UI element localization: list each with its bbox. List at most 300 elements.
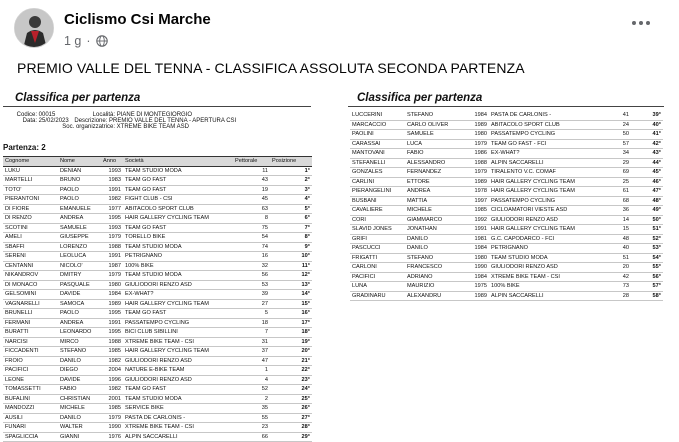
cell-posizione: 5° <box>270 204 312 214</box>
cell-societa: HAIR GALLERY CYCLING TEAM <box>489 187 601 197</box>
cell-nome: MICHELE <box>405 206 467 216</box>
cell-posizione: 26° <box>270 404 312 414</box>
cell-pettorale: 56 <box>233 271 270 281</box>
cell-cognome: FRIGATTI <box>350 253 405 263</box>
cell-anno: 1984 <box>467 272 489 282</box>
table-row <box>350 234 663 244</box>
table-row <box>3 394 312 404</box>
cell-nome: WALTER <box>58 423 101 433</box>
cell-anno: 1995 <box>101 328 123 338</box>
cell-societa: TEAM GO FAST <box>123 385 233 395</box>
table-row <box>3 299 312 309</box>
cell-pettorale: 19 <box>233 185 270 195</box>
cell-cognome: PIERANGELINI <box>350 187 405 197</box>
cell-cognome: MARTELLI <box>3 176 58 186</box>
cell-nome: DANILO <box>58 356 101 366</box>
cell-nome: ALEXANDRU <box>405 291 467 301</box>
cell-nome: MATTIA <box>405 196 467 206</box>
table-row <box>3 366 312 376</box>
cell-anno: 1997 <box>467 196 489 206</box>
table-row <box>3 423 312 433</box>
cell-anno: 1978 <box>467 187 489 197</box>
cell-nome: ANDREA <box>405 187 467 197</box>
cell-societa: PASSATEMPO CYCLING <box>489 130 601 140</box>
cell-nome: DIEGO <box>58 366 101 376</box>
cell-societa: PETRIGNANO <box>489 244 601 254</box>
cell-cognome: BUSBANI <box>350 196 405 206</box>
cell-anno: 1980 <box>101 280 123 290</box>
right-title-rule <box>348 106 664 107</box>
cell-posizione: 55° <box>631 263 663 273</box>
cell-anno: 1989 <box>467 291 489 301</box>
info-row-data: Data: 25/02/2023 Descrizione: PREMIO VALLE DEL TENNA - APERTURA CSI <box>22 118 237 124</box>
cell-cognome: AUSILI <box>3 413 58 423</box>
table-row <box>3 404 312 414</box>
cell-nome: ADRIANO <box>405 272 467 282</box>
cell-societa: SERVICE BIKE <box>123 404 233 414</box>
cell-pettorale: 31 <box>233 337 270 347</box>
cell-pettorale: 29 <box>601 158 631 168</box>
cell-cognome: LUKU <box>3 166 58 176</box>
col-nome: Nome <box>58 157 101 167</box>
cell-posizione: 25° <box>270 394 312 404</box>
cell-nome: DAVIDE <box>58 375 101 385</box>
cell-anno: 1985 <box>101 404 123 414</box>
cell-societa: GIULIODORI RENZO ASD <box>489 215 601 225</box>
table-row <box>3 214 312 224</box>
table-row <box>3 185 312 195</box>
cell-posizione: 22° <box>270 366 312 376</box>
cell-societa: GIULIODORI RENZO ASD <box>123 375 233 385</box>
cell-anno: 1984 <box>467 244 489 254</box>
cell-societa: GIULIODORI RENZO ASD <box>123 280 233 290</box>
cell-societa: TEAM STUDIO MODA <box>123 242 233 252</box>
cell-anno: 1985 <box>467 206 489 216</box>
cell-cognome: FERMANI <box>3 318 58 328</box>
cell-cognome: TOTO' <box>3 185 58 195</box>
cell-anno: 1979 <box>101 413 123 423</box>
page-name[interactable]: Ciclismo Csi Marche <box>64 11 211 28</box>
table-row <box>3 166 312 176</box>
table-row <box>3 385 312 395</box>
cell-nome: STEFANO <box>405 253 467 263</box>
cell-societa: TEAM GO FAST <box>123 309 233 319</box>
cell-anno: 1988 <box>101 242 123 252</box>
cell-societa: 100% BIKE <box>123 261 233 271</box>
cell-cognome: SERENI <box>3 252 58 262</box>
cell-pettorale: 2 <box>233 394 270 404</box>
cell-pettorale: 20 <box>601 263 631 273</box>
cell-nome: MIRCO <box>58 337 101 347</box>
cell-cognome: MANTOVANI <box>350 149 405 159</box>
cell-pettorale: 54 <box>233 233 270 243</box>
table-row <box>350 244 663 254</box>
table-row <box>3 252 312 262</box>
avatar[interactable] <box>14 8 54 48</box>
cell-anno: 1991 <box>101 252 123 262</box>
cell-societa: PASTA DE CARLONIS - <box>489 111 601 120</box>
left-title-rule <box>3 106 311 107</box>
table-row <box>350 196 663 206</box>
cell-cognome: NARCISI <box>3 337 58 347</box>
cell-cognome: DI MONACO <box>3 280 58 290</box>
left-results-table <box>3 156 312 442</box>
cell-cognome: BRUNELLI <box>3 309 58 319</box>
cell-posizione: 12° <box>270 271 312 281</box>
cell-posizione: 46° <box>631 177 663 187</box>
table-row <box>3 223 312 233</box>
cell-societa: TEAM GO FAST <box>123 176 233 186</box>
cell-anno: 1990 <box>467 263 489 273</box>
cell-pettorale: 51 <box>601 253 631 263</box>
cell-anno: 1984 <box>101 290 123 300</box>
cell-posizione: 27° <box>270 413 312 423</box>
cell-pettorale: 11 <box>233 166 270 176</box>
post-header <box>0 0 679 95</box>
table-row <box>350 215 663 225</box>
cell-anno: 1996 <box>101 375 123 385</box>
cell-anno: 1993 <box>101 223 123 233</box>
cell-posizione: 40° <box>631 120 663 130</box>
cell-cognome: NIKANDROV <box>3 271 58 281</box>
cell-societa: NATURE E-BIKE TEAM <box>123 366 233 376</box>
cell-anno: 1979 <box>101 233 123 243</box>
cell-anno: 2001 <box>101 394 123 404</box>
cell-nome: JONATHAN <box>405 225 467 235</box>
cell-posizione: 58° <box>631 291 663 301</box>
cell-posizione: 49° <box>631 206 663 216</box>
cell-cognome: STEFANELLI <box>350 158 405 168</box>
cell-pettorale: 48 <box>601 234 631 244</box>
cell-nome: DANILO <box>405 244 467 254</box>
cell-pettorale: 34 <box>601 149 631 159</box>
cell-societa: HAIR GALLERY CYCLING TEAM <box>489 177 601 187</box>
table-row <box>350 177 663 187</box>
cell-posizione: 1° <box>270 166 312 176</box>
cell-societa: CICLOAMATORI VIESTE ASD <box>489 206 601 216</box>
cell-pettorale: 37 <box>233 347 270 357</box>
cell-pettorale: 32 <box>233 261 270 271</box>
cell-posizione: 23° <box>270 375 312 385</box>
cell-cognome: CAVALIERE <box>350 206 405 216</box>
table-row <box>350 139 663 149</box>
cell-nome: LEOLUCA <box>58 252 101 262</box>
cell-posizione: 53° <box>631 244 663 254</box>
cell-anno: 1991 <box>101 185 123 195</box>
cell-anno: 1988 <box>467 158 489 168</box>
cell-anno: 1980 <box>467 253 489 263</box>
cell-pettorale: 52 <box>233 385 270 395</box>
cell-societa: GIULIODORI RENZO ASD <box>489 263 601 273</box>
cell-anno: 1988 <box>101 337 123 347</box>
cell-pettorale: 18 <box>233 318 270 328</box>
cell-posizione: 13° <box>270 280 312 290</box>
cell-cognome: SPAGLICCIA <box>3 432 58 442</box>
table-row <box>350 168 663 178</box>
cell-posizione: 2° <box>270 176 312 186</box>
cell-societa: HAIR GALLERY CYCLING TEAM <box>123 347 233 357</box>
cell-posizione: 44° <box>631 158 663 168</box>
cell-posizione: 41° <box>631 130 663 140</box>
cell-pettorale: 1 <box>233 366 270 376</box>
table-row <box>3 413 312 423</box>
more-dot-icon <box>639 21 643 25</box>
table-row <box>3 309 312 319</box>
cell-anno: 1993 <box>101 166 123 176</box>
cell-nome: CARLO OLIVER <box>405 120 467 130</box>
cell-societa: ALPIN SACCARELLI <box>123 432 233 442</box>
cell-nome: DANILO <box>405 234 467 244</box>
col-posizione: Posizione <box>270 157 312 167</box>
cell-pettorale: 69 <box>601 168 631 178</box>
cell-cognome: DI FIORE <box>3 204 58 214</box>
cell-nome: DMITRY <box>58 271 101 281</box>
cell-anno: 1979 <box>467 139 489 149</box>
globe-icon <box>96 35 108 47</box>
cell-pettorale: 28 <box>601 291 631 301</box>
cell-cognome: MANDOZZI <box>3 404 58 414</box>
table-row <box>350 130 663 140</box>
cell-posizione: 8° <box>270 233 312 243</box>
cell-societa: TEAM GO FAST <box>123 185 233 195</box>
post-time[interactable]: 1 g <box>64 34 82 48</box>
cell-pettorale: 47 <box>233 356 270 366</box>
cell-pettorale: 42 <box>601 272 631 282</box>
cell-pettorale: 24 <box>601 120 631 130</box>
cell-anno: 1991 <box>101 318 123 328</box>
cell-cognome: DI RENZO <box>3 214 58 224</box>
cell-societa: PASSATEMPO CYCLING <box>123 318 233 328</box>
table-row <box>3 290 312 300</box>
cell-anno: 1989 <box>467 120 489 130</box>
cell-anno: 1982 <box>101 195 123 205</box>
cell-nome: SAMUELE <box>405 130 467 140</box>
cell-posizione: 3° <box>270 185 312 195</box>
cell-posizione: 51° <box>631 225 663 235</box>
cell-societa: TEAM GO FAST <box>123 223 233 233</box>
cell-anno: 1986 <box>467 149 489 159</box>
cell-pettorale: 7 <box>233 328 270 338</box>
cell-nome: MICHELE <box>58 404 101 414</box>
cell-anno: 1976 <box>101 432 123 442</box>
cell-nome: PAOLO <box>58 309 101 319</box>
cell-cognome: CARLINI <box>350 177 405 187</box>
cell-pettorale: 53 <box>233 280 270 290</box>
cell-societa: TIRALENTO V.C. COMAF <box>489 168 601 178</box>
cell-pettorale: 15 <box>601 225 631 235</box>
cell-pettorale: 27 <box>233 299 270 309</box>
info-row-codice: Codice: 00015 Località: PIANE DI MONTEGIORGIO <box>16 112 193 118</box>
table-row <box>3 195 312 205</box>
cell-posizione: 10° <box>270 252 312 262</box>
cell-nome: ANDREA <box>58 214 101 224</box>
cell-posizione: 17° <box>270 318 312 328</box>
table-row <box>3 375 312 385</box>
cell-cognome: BURATTI <box>3 328 58 338</box>
race-info <box>3 112 236 130</box>
cell-nome: DANILO <box>58 413 101 423</box>
table-row <box>350 206 663 216</box>
cell-anno: 1984 <box>467 111 489 120</box>
cell-nome: PAOLO <box>58 195 101 205</box>
table-row <box>350 120 663 130</box>
table-row <box>3 337 312 347</box>
cell-societa: TEAM STUDIO MODA <box>123 271 233 281</box>
cell-nome: GIANNI <box>58 432 101 442</box>
more-dot-icon <box>646 21 650 25</box>
table-row <box>3 356 312 366</box>
cell-posizione: 48° <box>631 196 663 206</box>
cell-nome: STEFANO <box>405 111 467 120</box>
cell-anno: 1981 <box>467 234 489 244</box>
table-row <box>350 282 663 292</box>
col-societa: Società <box>123 157 233 167</box>
cell-posizione: 18° <box>270 328 312 338</box>
cell-nome: SAMUELE <box>58 223 101 233</box>
cell-cognome: LUCCERINI <box>350 111 405 120</box>
cell-pettorale: 61 <box>601 187 631 197</box>
cell-nome: NICOLO' <box>58 261 101 271</box>
cell-pettorale: 40 <box>601 244 631 254</box>
cell-anno: 1995 <box>101 309 123 319</box>
cell-anno: 1980 <box>467 130 489 140</box>
cell-pettorale: 57 <box>601 139 631 149</box>
table-row <box>350 111 663 120</box>
col-cognome: Cognome <box>3 157 58 167</box>
cell-anno: 1995 <box>101 214 123 224</box>
cell-posizione: 45° <box>631 168 663 178</box>
cell-posizione: 39° <box>631 111 663 120</box>
cell-nome: DENIAN <box>58 166 101 176</box>
cell-nome: FERNANDEZ <box>405 168 467 178</box>
cell-nome: FABIO <box>405 149 467 159</box>
cell-nome: PASQUALE <box>58 280 101 290</box>
cell-cognome: MARCACCIO <box>350 120 405 130</box>
cell-societa: TEAM GO FAST - FCI <box>489 139 601 149</box>
cell-societa: ALPIN SACCARELLI <box>489 158 601 168</box>
cell-posizione: 11° <box>270 261 312 271</box>
cell-posizione: 6° <box>270 214 312 224</box>
cell-posizione: 14° <box>270 290 312 300</box>
cell-societa: HAIR GALLERY CYCLING TEAM <box>489 225 601 235</box>
cell-societa: G.C. CAPODARCO - FCI <box>489 234 601 244</box>
cell-posizione: 52° <box>631 234 663 244</box>
cyclist-logo-icon <box>15 9 54 48</box>
cell-societa: XTREME BIKE TEAM - CSI <box>123 423 233 433</box>
cell-pettorale: 5 <box>233 309 270 319</box>
table-row <box>3 261 312 271</box>
cell-anno: 2004 <box>101 366 123 376</box>
table-row <box>3 242 312 252</box>
cell-nome: SAMOCA <box>58 299 101 309</box>
cell-pettorale: 74 <box>233 242 270 252</box>
cell-nome: LUCA <box>405 139 467 149</box>
cell-nome: EMANUELE <box>58 204 101 214</box>
cell-cognome: FROIO <box>3 356 58 366</box>
col-anno: Anno <box>101 157 123 167</box>
cell-nome: LORENZO <box>58 242 101 252</box>
cell-posizione: 7° <box>270 223 312 233</box>
cell-societa: 100% BIKE <box>489 282 601 292</box>
cell-nome: MAURIZIO <box>405 282 467 292</box>
cell-pettorale: 35 <box>233 404 270 414</box>
cell-cognome: SBAFFI <box>3 242 58 252</box>
cell-societa: EX-WHAT? <box>123 290 233 300</box>
partenza-label: Partenza: 2 <box>3 143 46 152</box>
cell-anno: 1990 <box>101 423 123 433</box>
cell-pettorale: 45 <box>233 195 270 205</box>
cell-cognome: FUNARI <box>3 423 58 433</box>
info-row-soc: Soc. organizzatrice: XTREME BIKE TEAM ASD <box>62 124 189 130</box>
cell-cognome: GRIFI <box>350 234 405 244</box>
results-document-image[interactable] <box>0 88 679 440</box>
cell-cognome: PACIFICI <box>350 272 405 282</box>
table-row <box>350 263 663 273</box>
cell-pettorale: 25 <box>601 177 631 187</box>
cell-nome: ETTORE <box>405 177 467 187</box>
cell-cognome: PACIFICI <box>3 366 58 376</box>
cell-cognome: PASCUCCI <box>350 244 405 254</box>
cell-cognome: SLAVID JONES <box>350 225 405 235</box>
cell-nome: STEFANO <box>58 347 101 357</box>
cell-pettorale: 75 <box>233 223 270 233</box>
cell-societa: TEAM STUDIO MODA <box>123 166 233 176</box>
cell-cognome: CORI <box>350 215 405 225</box>
cell-posizione: 56° <box>631 272 663 282</box>
cell-societa: PETRIGNANO <box>123 252 233 262</box>
cell-pettorale: 66 <box>233 432 270 442</box>
cell-posizione: 19° <box>270 337 312 347</box>
right-results-table <box>350 111 663 301</box>
cell-posizione: 4° <box>270 195 312 205</box>
cell-nome: CHRISTIAN <box>58 394 101 404</box>
cell-cognome: TOMASSETTI <box>3 385 58 395</box>
cell-nome: PAOLO <box>58 185 101 195</box>
table-row <box>350 158 663 168</box>
cell-cognome: CARLONI <box>350 263 405 273</box>
cell-cognome: LEONE <box>3 375 58 385</box>
cell-posizione: 42° <box>631 139 663 149</box>
more-options-button[interactable] <box>623 12 659 34</box>
cell-societa: EX-WHAT? <box>489 149 601 159</box>
cell-posizione: 20° <box>270 347 312 357</box>
cell-anno: 1989 <box>101 299 123 309</box>
cell-nome: DAVIDE <box>58 290 101 300</box>
table-row <box>350 187 663 197</box>
cell-nome: BRUNO <box>58 176 101 186</box>
cell-pettorale: 39 <box>233 290 270 300</box>
table-row <box>350 291 663 301</box>
cell-societa: XTREME BIKE TEAM - CSI <box>489 272 601 282</box>
cell-societa: PASSATEMPO CYCLING <box>489 196 601 206</box>
cell-posizione: 54° <box>631 253 663 263</box>
cell-nome: ALESSANDRO <box>405 158 467 168</box>
cell-cognome: FICCADENTI <box>3 347 58 357</box>
cell-societa: ABITACOLO SPORT CLUB <box>489 120 601 130</box>
cell-posizione: 47° <box>631 187 663 197</box>
cell-pettorale: 16 <box>233 252 270 262</box>
col-pettorale: Pettorale <box>233 157 270 167</box>
cell-societa: ALPIN SACCARELLI <box>489 291 601 301</box>
more-dot-icon <box>632 21 636 25</box>
cell-cognome: AMELI <box>3 233 58 243</box>
cell-cognome: CENTANNI <box>3 261 58 271</box>
cell-pettorale: 73 <box>601 282 631 292</box>
cell-posizione: 9° <box>270 242 312 252</box>
cell-societa: TEAM STUDIO MODA <box>489 253 601 263</box>
cell-anno: 1983 <box>101 176 123 186</box>
cell-nome: GIAMMARCO <box>405 215 467 225</box>
